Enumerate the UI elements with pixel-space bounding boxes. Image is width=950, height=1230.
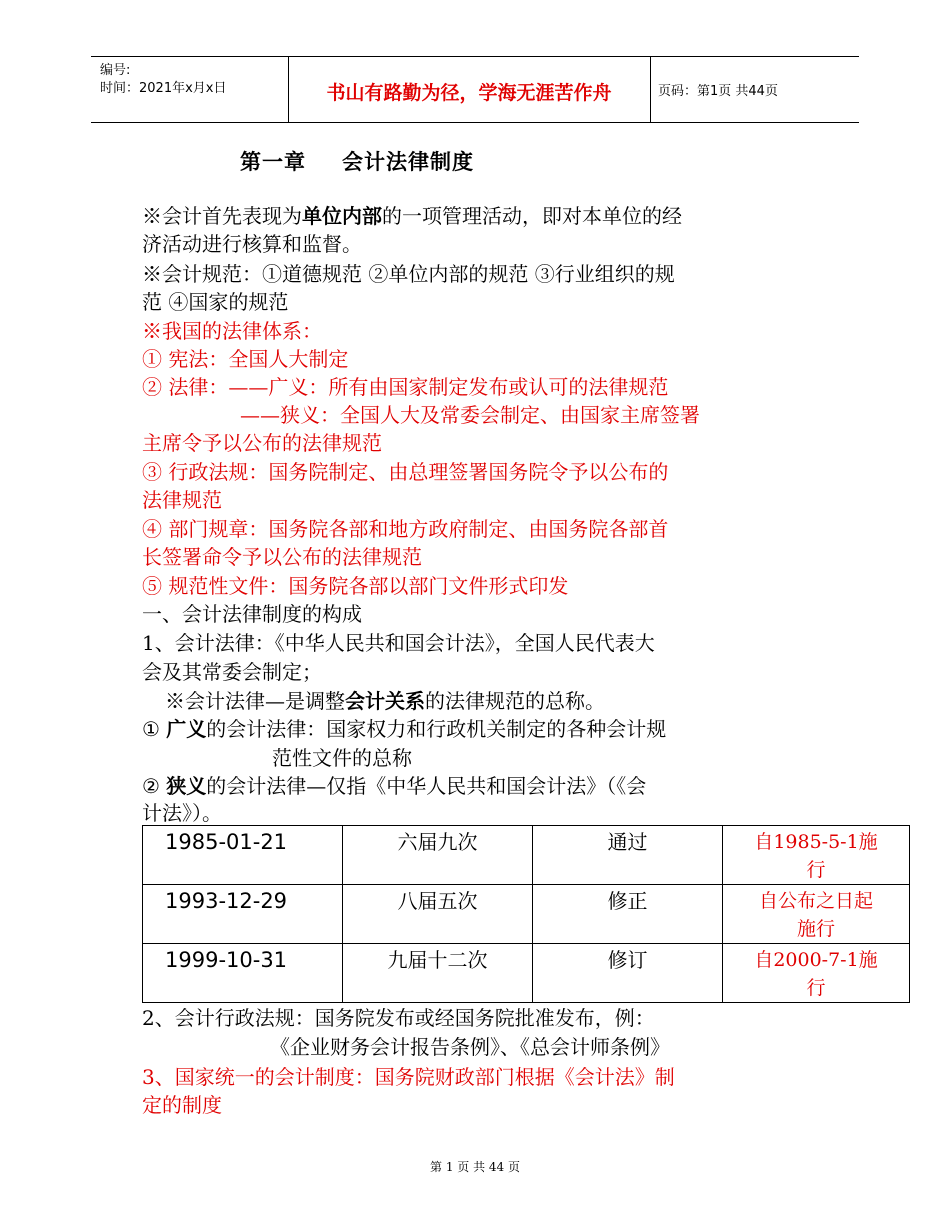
header-bottom-rule <box>91 122 859 123</box>
table-row <box>143 944 910 1003</box>
paragraph-accounting-intro: ※会计首先表现为单位内部的一项管理活动，即对本单位的经 <box>142 204 682 228</box>
admin-regulation-examples: 《企业财务会计报告条例》、《总会计师条例》 <box>270 1035 670 1059</box>
header-page-info: 页码：第1页 共44页 <box>658 84 778 99</box>
legal-system-item-law-narrow: ——狭义：全国人大及常委会制定、由国家主席签署 <box>240 403 700 427</box>
paragraph-accounting-intro-cont: 济活动进行核算和监督。 <box>142 232 362 256</box>
table-row <box>143 885 910 944</box>
legal-system-title: ※我国的法律体系： <box>142 319 322 343</box>
chapter-number: 第一章 <box>240 150 306 174</box>
accounting-law-definition: ※会计法律—是调整会计关系的法律规范的总称。 <box>165 689 605 713</box>
table-cell-date: 1985-01-21 <box>143 826 343 885</box>
chapter-name: 会计法律制度 <box>342 150 474 174</box>
legal-system-item-dept-rules: ④ 部门规章：国务院各部和地方政府制定、由国务院各部首 <box>142 517 669 541</box>
legal-system-item-constitution: ① 宪法：全国人大制定 <box>142 347 349 371</box>
unified-system-line-cont: 定的制度 <box>142 1093 222 1117</box>
broad-definition-cont: 范性文件的总称 <box>272 746 412 770</box>
legal-system-item-law-narrow-cont: 主席令予以公布的法律规范 <box>142 431 382 455</box>
legal-system-item-dept-rules-cont: 长签署命令予以公布的法律规范 <box>142 545 422 569</box>
section-heading-1: 一、会计法律制度的构成 <box>142 602 362 626</box>
page-footer: 第 1 页 共 44 页 <box>430 1160 520 1174</box>
table-cell-effective: 自2000-7-1施 行 <box>723 944 910 1003</box>
emphasis-narrow: 狭义 <box>166 774 207 798</box>
chapter-title <box>240 146 474 176</box>
table-cell-session: 八届五次 <box>343 885 533 944</box>
doc-number-label: 编号: <box>100 63 131 78</box>
paragraph-norms: ※会计规范：①道德规范 ②单位内部的规范 ③行业组织的规 <box>142 262 675 286</box>
accounting-law-line: 1、会计法律：《中华人民共和国会计法》，全国人民代表大 <box>142 631 655 655</box>
emphasis-unit-internal: 单位内部 <box>302 204 382 228</box>
admin-regulation-line: 2、会计行政法规：国务院发布或经国务院批准发布，例： <box>142 1006 655 1030</box>
table-cell-session: 六届九次 <box>343 826 533 885</box>
header-meta <box>100 62 226 98</box>
table-cell-session: 九届十二次 <box>343 944 533 1003</box>
legal-system-item-law-broad: ② 法律：——广义：所有由国家制定发布或认可的法律规范 <box>142 375 669 399</box>
table-cell-effective: 自1985-5-1施 行 <box>723 826 910 885</box>
legal-system-item-admin-regulation: ③ 行政法规：国务院制定、由总理签署国务院令予以公布的 <box>142 460 669 484</box>
table-cell-action: 修正 <box>533 885 723 944</box>
table-cell-date: 1999-10-31 <box>143 944 343 1003</box>
table-cell-action: 修订 <box>533 944 723 1003</box>
accounting-law-history-table <box>142 825 910 1003</box>
doc-time-label: 时间：2021年x月x日 <box>100 81 227 96</box>
table-cell-action: 通过 <box>533 826 723 885</box>
legal-system-item-normative-docs: ⑤ 规范性文件：国务院各部以部门文件形式印发 <box>142 574 569 598</box>
header-top-rule <box>91 56 859 57</box>
broad-definition: ① 广义的会计法律：国家权力和行政机关制定的各种会计规 <box>142 717 667 741</box>
table-cell-effective: 自公布之日起 施行 <box>723 885 910 944</box>
unified-system-line: 3、国家统一的会计制度：国务院财政部门根据《会计法》制 <box>142 1065 675 1089</box>
narrow-definition-cont: 计法》）。 <box>142 801 222 825</box>
emphasis-accounting-relation: 会计关系 <box>345 689 425 713</box>
header-divider-right <box>650 56 651 122</box>
header-motto: 书山有路勤为径，学海无涯苦作舟 <box>326 82 612 104</box>
accounting-law-line-cont: 会及其常委会制定； <box>142 660 322 684</box>
legal-system-item-admin-regulation-cont: 法律规范 <box>142 488 222 512</box>
narrow-definition: ② 狭义的会计法律—仅指《中华人民共和国会计法》（《会 <box>142 774 647 798</box>
emphasis-broad: 广义 <box>166 717 207 741</box>
table-row <box>143 826 910 885</box>
paragraph-norms-cont: 范 ④国家的规范 <box>142 290 289 314</box>
table-cell-date: 1993-12-29 <box>143 885 343 944</box>
